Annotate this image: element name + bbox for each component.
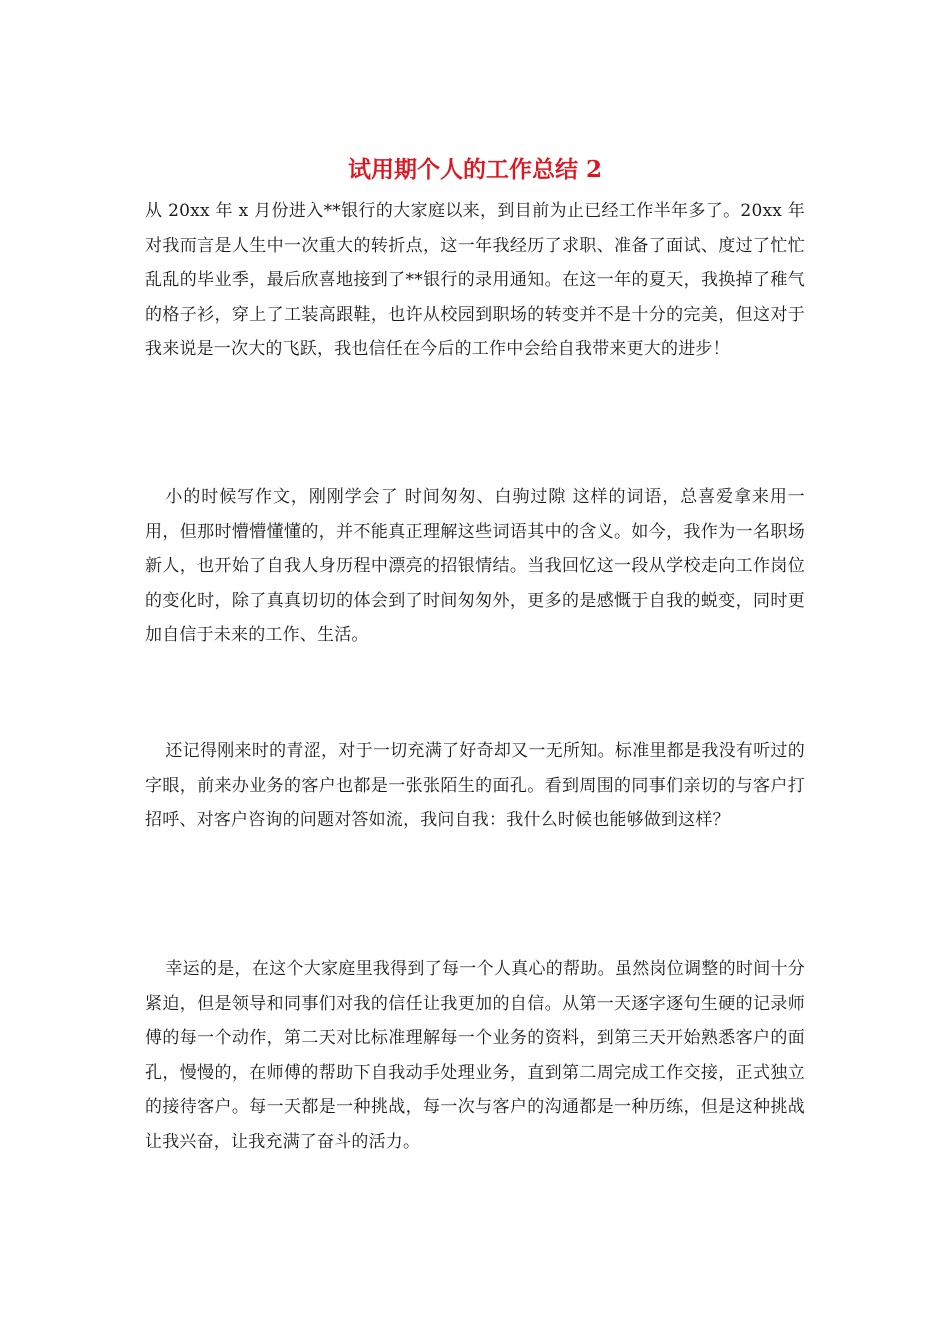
paragraph-1: 从 20xx 年 x 月份进入**银行的大家庭以来，到目前为止已经工作半年多了。20xx 年对我而言是人生中一次重大的转折点，这一年我经历了求职、准备了面试、度过了忙忙乱乱的毕业季，最后欣喜地接到了**银行的录用通知。在这一年的夏天，我换掉了稚气的格子衫，穿上了工装高跟鞋，也许从校园到职场的转变并不是十分的完美，但这对于我来说是一次大的飞跃，我也信任在今后的工作中会给自我带来更大的进步！: [145, 201, 805, 360]
paragraph-3: 还记得刚来时的青涩，对于一切充满了好奇却又一无所知。标准里都是我没有听过的字眼，前来办业务的客户也都是一张张陌生的面孔。看到周围的同事们亲切的与客户打招呼、对客户咨询的问题对答如流，我问自我：我什么时候也能够做到这样？: [145, 741, 805, 831]
paragraph-2: 小的时候写作文，刚刚学会了 时间匆匆、白驹过隙 这样的词语，总喜爱拿来用一用，但那时懵懵懂懂的，并不能真正理解这些词语其中的含义。如今，我作为一名职场新人，也开始了自我人身历程中漂亮的招银情结。当我回忆这一段从学校走向工作岗位的变化时，除了真真切切的体会到了时间匆匆外，更多的是感慨于自我的蜕变，同时更加自信于未来的工作、生活。: [145, 487, 805, 646]
document-title: 试用期个人的工作总结 2: [347, 156, 602, 183]
paragraph-4: 幸运的是，在这个大家庭里我得到了每一个人真心的帮助。虽然岗位调整的时间十分紧迫，但是领导和同事们对我的信任让我更加的自信。从第一天逐字逐句生硬的记录师傅的每一个动作，第二天对比标准理解每一个业务的资料，到第三天开始熟悉客户的面孔，慢慢的，在师傅的帮助下自我动手处理业务，直到第二周完成工作交接，正式独立的接待客户。每一天都是一种挑战，每一次与客户的沟通都是一种历练，但是这种挑战让我兴奋，让我充满了奋斗的活力。: [145, 959, 805, 1152]
